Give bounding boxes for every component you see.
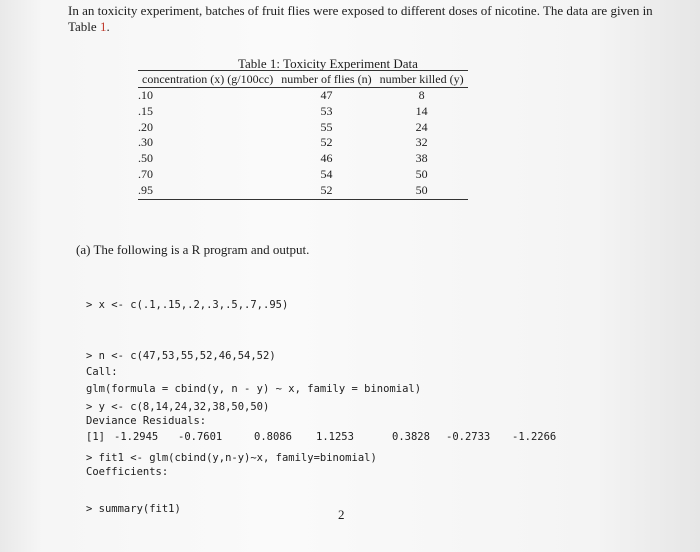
table-header-row xyxy=(138,71,468,88)
residual-value: -0.7601 xyxy=(178,431,223,443)
code-line: > fit1 <- glm(cbind(y,n-y)~x, family=binomial) xyxy=(86,452,377,464)
table-row xyxy=(138,135,468,151)
residual-value: -1.2266 xyxy=(512,431,557,443)
cell-flies: 54 xyxy=(320,166,333,181)
table-row xyxy=(138,151,468,167)
cell-flies: 53 xyxy=(320,103,333,118)
intro-paragraph xyxy=(68,3,668,35)
r-code-input xyxy=(86,263,377,552)
cell-killed: 8 xyxy=(418,88,425,102)
question-a: (a) The following is a R program and output. xyxy=(76,242,310,257)
cell-concentration: .20 xyxy=(138,119,153,134)
intro-period: . xyxy=(106,19,110,34)
intro-text: In an toxicity experiment, batches of fruit flies were exposed to different doses of nicotine. The data are given in Table xyxy=(68,3,653,34)
cell-concentration: .30 xyxy=(138,135,153,150)
cell-concentration: .95 xyxy=(138,183,277,199)
cell-killed: 50 xyxy=(376,183,468,199)
cell-flies: 52 xyxy=(320,135,333,150)
cell-killed: 24 xyxy=(415,119,428,134)
residual-value: 0.3828 xyxy=(392,431,430,443)
cell-concentration: .10 xyxy=(138,88,153,102)
table-row xyxy=(138,183,468,199)
cell-concentration: .50 xyxy=(138,151,153,166)
code-line: > y <- c(8,14,24,32,38,50,50) xyxy=(86,401,270,413)
table-reference-link[interactable]: 1 xyxy=(99,19,107,34)
residual-value: -0.2733 xyxy=(446,431,491,443)
table-caption: Table 1: Toxicity Experiment Data xyxy=(238,56,418,71)
residual-index: [1] xyxy=(86,431,105,443)
cell-killed: 50 xyxy=(415,166,428,181)
table-row xyxy=(138,167,468,183)
deviance-residuals-label: Deviance Residuals: xyxy=(86,415,207,427)
header-number-of-flies: number of flies (n) xyxy=(277,71,375,88)
header-concentration: concentration (x) (g/100cc) xyxy=(138,71,277,88)
cell-killed: 14 xyxy=(415,103,428,118)
table-row xyxy=(138,104,468,120)
call-formula: glm(formula = cbind(y, n - y) ~ x, family = binomial) xyxy=(86,383,422,395)
table-row xyxy=(138,88,468,104)
table-row xyxy=(138,120,468,136)
cell-flies: 47 xyxy=(320,88,333,102)
cell-killed: 32 xyxy=(415,135,428,150)
code-line: > n <- c(47,53,55,52,46,54,52) xyxy=(86,350,276,362)
toxicity-data-table xyxy=(138,70,468,200)
coefficients-label: Coefficients: xyxy=(86,466,169,478)
header-number-killed: number killed (y) xyxy=(376,71,468,88)
code-line: > x <- c(.1,.15,.2,.3,.5,.7,.95) xyxy=(86,299,289,311)
call-label: Call: xyxy=(86,366,118,378)
cell-flies: 46 xyxy=(320,151,333,166)
residual-value: -1.2945 xyxy=(114,431,159,443)
cell-flies: 55 xyxy=(320,119,333,134)
code-line: > summary(fit1) xyxy=(86,503,181,515)
residual-value: 0.8086 xyxy=(254,431,292,443)
cell-flies: 52 xyxy=(277,183,375,199)
residual-value: 1.1253 xyxy=(316,431,354,443)
page-number: 2 xyxy=(338,507,345,522)
cell-concentration: .15 xyxy=(138,103,153,118)
cell-concentration: .70 xyxy=(138,166,153,181)
cell-killed: 38 xyxy=(415,151,428,166)
